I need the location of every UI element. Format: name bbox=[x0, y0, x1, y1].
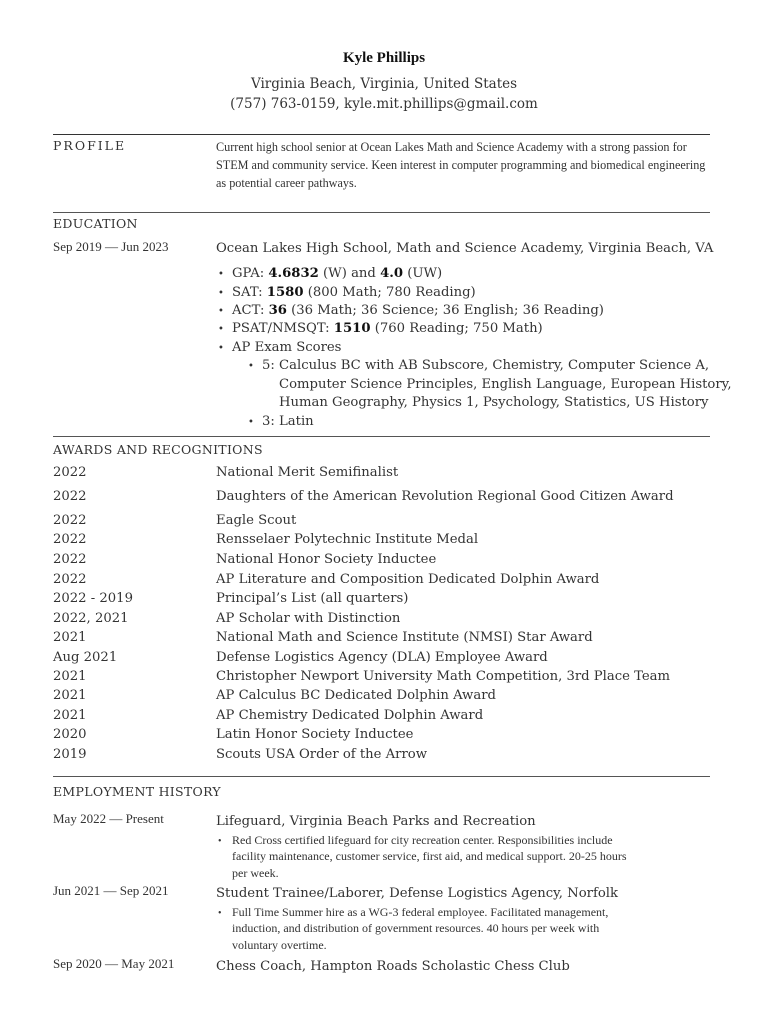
profile-text: Current high school senior at Ocean Lakes Math and Science Academy with a strong passion for STEM and community service. Keen interest in computer programming and biomedical engineering as potential career pathways. bbox=[216, 140, 706, 190]
section-heading-profile: PROFILE bbox=[53, 138, 127, 153]
award-row: 2022, 2021 AP Scholar with Distinction bbox=[53, 611, 401, 626]
divider bbox=[53, 134, 710, 135]
ap-exams-item: • AP Exam Scores bbox=[218, 340, 342, 355]
job-description: • Full Time Summer hire as a WG-3 federal employee. Facilitated management, bbox=[218, 905, 609, 919]
award-row: 2022 Daughters of the American Revolution Regional Good Citizen Award bbox=[53, 489, 674, 504]
award-row: 2020 Latin Honor Society Inductee bbox=[53, 727, 414, 742]
ap-score-3: • 3: Latin bbox=[248, 414, 314, 429]
award-row: 2019 Scouts USA Order of the Arrow bbox=[53, 747, 427, 762]
divider bbox=[53, 212, 710, 213]
award-row: 2022 Rensselaer Polytechnic Institute Medal bbox=[53, 532, 479, 547]
divider bbox=[53, 776, 710, 777]
job-title: Chess Coach, Hampton Roads Scholastic Chess Club bbox=[216, 959, 570, 974]
ap-score-5-cont: Human Geography, Physics 1, Psychology, Statistics, US History bbox=[279, 395, 709, 410]
education-dates: Sep 2019 — Jun 2023 bbox=[53, 239, 169, 254]
ap-score-5-cont: Computer Science Principles, English Language, European History, bbox=[279, 377, 732, 392]
divider bbox=[53, 436, 710, 437]
job-title: Student Trainee/Laborer, Defense Logistics Agency, Norfolk bbox=[216, 886, 618, 901]
job-dates: May 2022 — Present bbox=[53, 811, 164, 826]
ap-score-5: • 5: Calculus BC with AB Subscore, Chemistry, Computer Science A, bbox=[248, 358, 710, 373]
gpa-item: • GPA: 4.6832 (W) and 4.0 (UW) bbox=[218, 266, 443, 281]
job-description: • Red Cross certified lifeguard for city recreation center. Responsibilities include bbox=[218, 833, 613, 847]
job-description-cont: induction, and distribution of government resources. 40 hours per week with bbox=[232, 921, 600, 935]
applicant-name: Kyle Phillips bbox=[342, 50, 426, 66]
award-row: 2021 Christopher Newport University Math Competition, 3rd Place Team bbox=[53, 669, 671, 684]
award-row: 2021 AP Chemistry Dedicated Dolphin Award bbox=[53, 708, 484, 723]
section-heading-education: EDUCATION bbox=[53, 216, 138, 231]
contact-info: (757) 763-0159, kyle.mit.phillips@gmail.com bbox=[230, 96, 538, 112]
school-name: Ocean Lakes High School, Math and Science Academy, Virginia Beach, VA bbox=[216, 241, 714, 256]
job-description-cont: voluntary overtime. bbox=[232, 938, 327, 952]
job-description-cont: per week. bbox=[232, 866, 279, 880]
award-row: 2022 - 2019 Principal’s List (all quarters) bbox=[53, 591, 409, 606]
award-row: 2021 AP Calculus BC Dedicated Dolphin Award bbox=[53, 688, 496, 703]
psat-item: • PSAT/NMSQT: 1510 (760 Reading; 750 Math) bbox=[218, 321, 543, 336]
section-heading-awards: AWARDS AND RECOGNITIONS bbox=[53, 442, 263, 457]
award-row: Aug 2021 Defense Logistics Agency (DLA) Employee Award bbox=[53, 650, 548, 665]
award-row: 2022 AP Literature and Composition Dedicated Dolphin Award bbox=[53, 572, 600, 587]
job-dates: Jun 2021 — Sep 2021 bbox=[53, 883, 169, 898]
sat-item: • SAT: 1580 (800 Math; 780 Reading) bbox=[218, 285, 476, 300]
job-description-cont: facility maintenance, customer service, first aid, and medical support. 20-25 hours bbox=[232, 849, 627, 863]
location: Virginia Beach, Virginia, United States bbox=[250, 76, 518, 92]
act-item: • ACT: 36 (36 Math; 36 Science; 36 English; 36 Reading) bbox=[218, 303, 604, 318]
job-dates: Sep 2020 — May 2021 bbox=[53, 956, 175, 971]
award-row: 2021 National Math and Science Institute (NMSI) Star Award bbox=[53, 630, 593, 645]
job-title: Lifeguard, Virginia Beach Parks and Recreation bbox=[216, 814, 536, 829]
award-row: 2022 Eagle Scout bbox=[53, 513, 297, 528]
award-row: 2022 National Merit Semifinalist bbox=[53, 465, 399, 480]
award-row: 2022 National Honor Society Inductee bbox=[53, 552, 437, 567]
section-heading-employment: EMPLOYMENT HISTORY bbox=[53, 784, 221, 799]
